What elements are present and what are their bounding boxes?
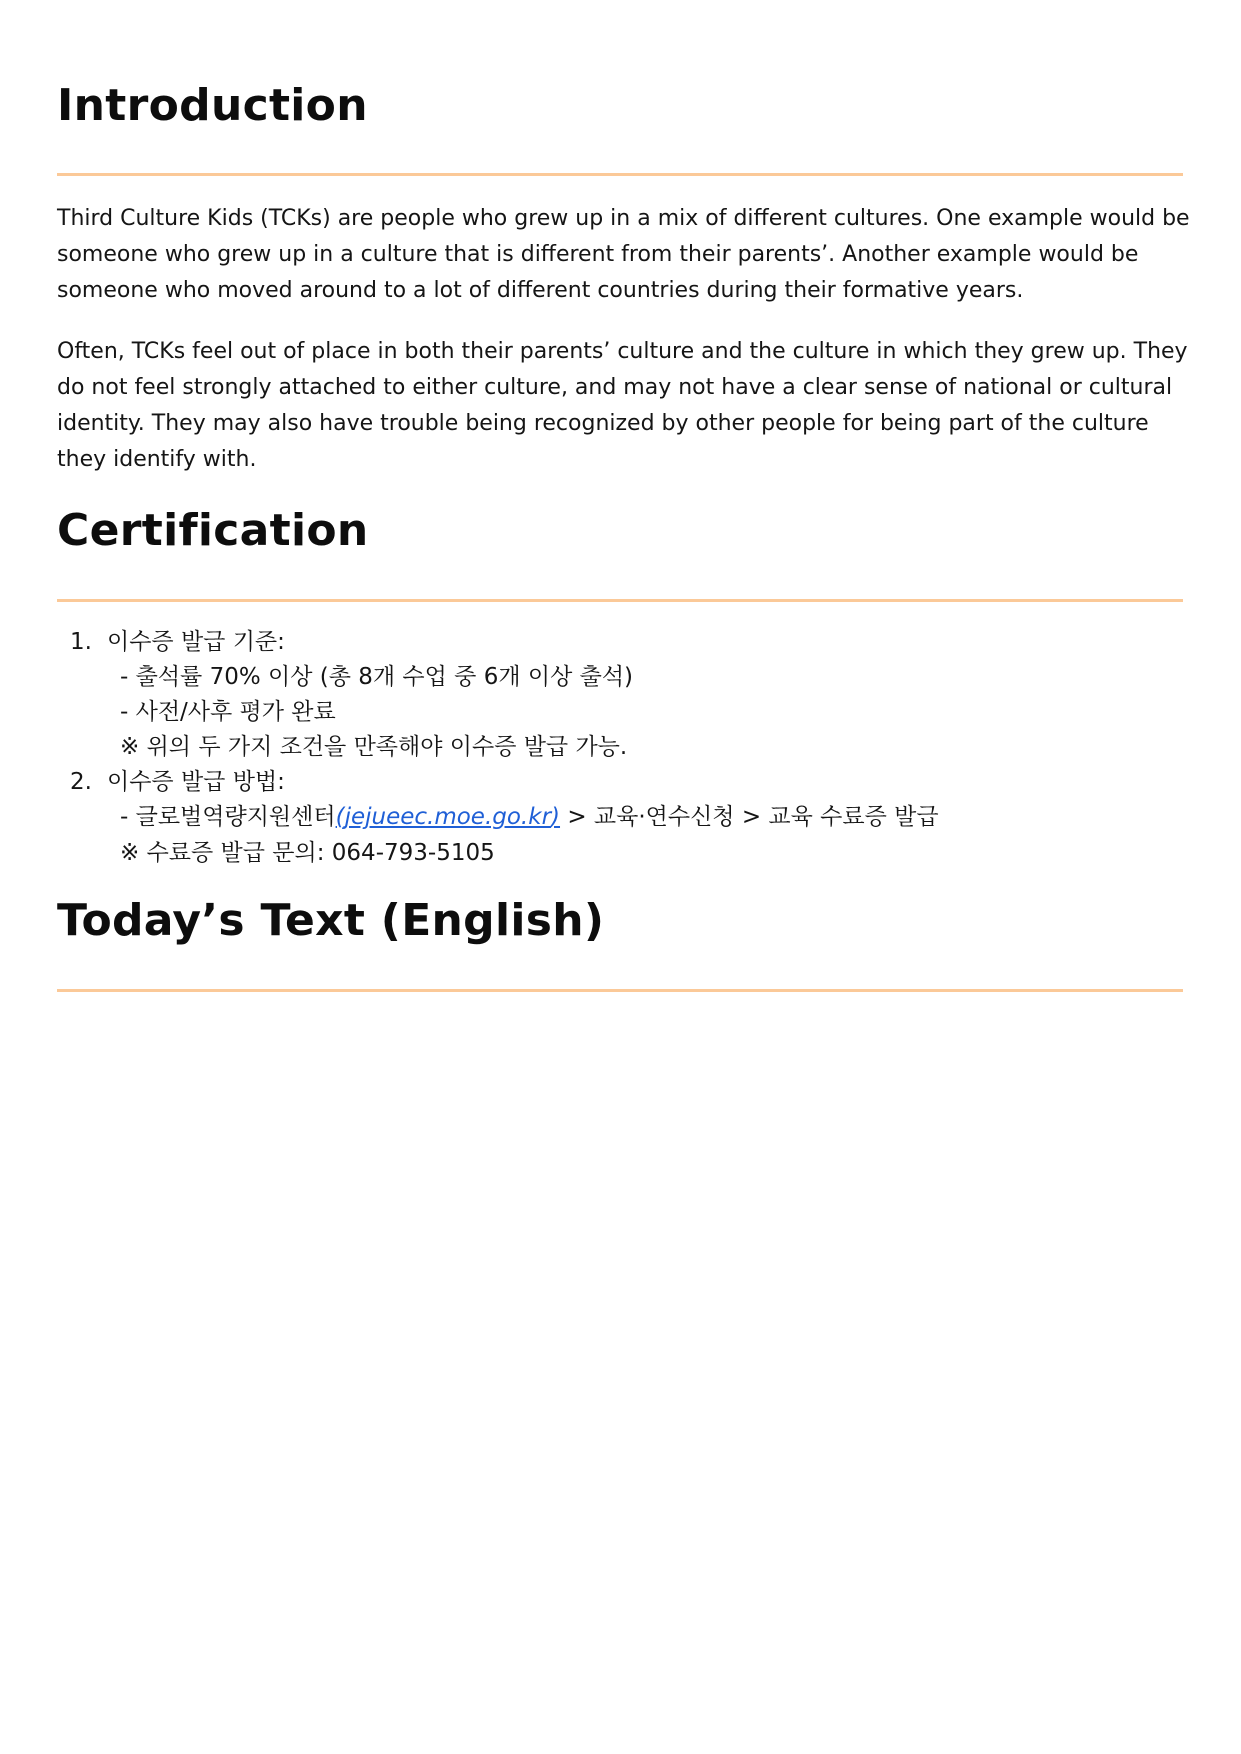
method-suffix: > 교육·연수신청 > 교육 수료증 발급 bbox=[560, 804, 939, 830]
method-prefix: - 글로벌역량지원센터 bbox=[120, 804, 336, 830]
method-line bbox=[120, 802, 939, 832]
todays-text-heading: Today’s Text (English) bbox=[57, 895, 605, 946]
list-item-number: 2. bbox=[70, 769, 92, 795]
introduction-heading: Introduction bbox=[57, 80, 368, 131]
list-item-label-method: 이수증 발급 방법: bbox=[107, 769, 285, 795]
criteria-note: ※ 위의 두 가지 조건을 만족해야 이수증 발급 가능. bbox=[120, 734, 628, 760]
todays-text-divider bbox=[57, 989, 1183, 992]
list-item-number: 1. bbox=[70, 629, 92, 655]
criteria-attendance: - 출석률 70% 이상 (총 8개 수업 중 6개 이상 출석) bbox=[120, 664, 634, 690]
certification-divider bbox=[57, 599, 1183, 602]
website-link[interactable]: jejueec.moe.go.kr bbox=[344, 804, 552, 830]
introduction-divider bbox=[57, 173, 1183, 176]
introduction-paragraph-2: Often, TCKs feel out of place in both their parents’ culture and the culture in which they grew up. They do not feel strongly attached to either culture, and may not have a clear sense of national or cultural identity. They may also have trouble being recognized by other people for being part of the culture they identify with. bbox=[57, 339, 1188, 472]
link-close-paren: ) bbox=[551, 804, 561, 830]
list-item-label-criteria: 이수증 발급 기준: bbox=[107, 629, 285, 655]
inquiry-contact: ※ 수료증 발급 문의: 064-793-5105 bbox=[120, 840, 495, 866]
introduction-paragraph-1: Third Culture Kids (TCKs) are people who grew up in a mix of different cultures. One example would be someone who grew up in a culture that is different from their parents’. Another example would be someone who moved around to a lot of different countries during their formative years. bbox=[57, 206, 1190, 303]
certification-heading: Certification bbox=[57, 505, 369, 556]
criteria-evaluation: - 사전/사후 평가 완료 bbox=[120, 699, 336, 725]
link-open-paren: ( bbox=[335, 804, 345, 830]
